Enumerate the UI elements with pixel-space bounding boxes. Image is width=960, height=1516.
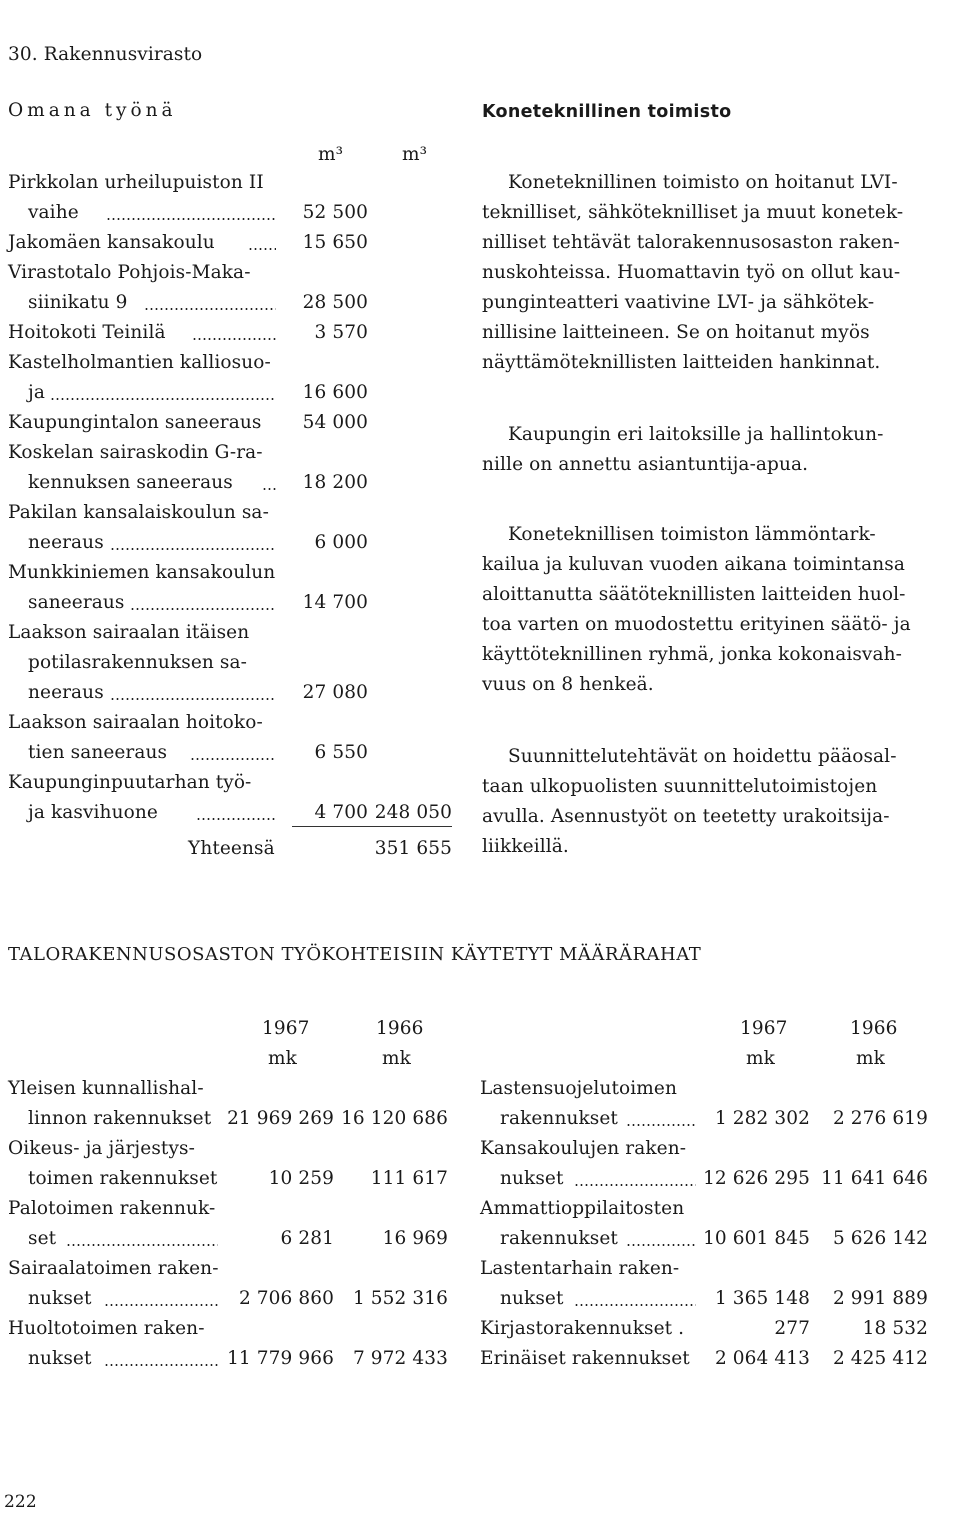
budget-value-1966: 2 276 619 xyxy=(832,1108,928,1129)
volume-value: 18 200 xyxy=(302,472,368,493)
unit-label: m³ xyxy=(318,144,344,165)
budget-line: rakennukset xyxy=(500,1228,618,1249)
work-line: neeraus xyxy=(28,682,104,703)
dot-leader xyxy=(574,1304,696,1306)
para-line: teknilliset, sähköteknilliset ja muut konetek- xyxy=(482,202,904,223)
volume-value: 4 700 xyxy=(314,802,368,823)
budget-line: nukset xyxy=(28,1348,92,1369)
budget-line: Palotoimen rakennuk- xyxy=(8,1198,216,1219)
para-line: nilliset tehtävät talorakennusosaston raken- xyxy=(482,232,900,253)
budget-value-1967: 2 706 860 xyxy=(238,1288,334,1309)
budget-value-1967: 1 365 148 xyxy=(714,1288,810,1309)
budget-line: nukset xyxy=(500,1168,564,1189)
para-line: kailua ja kuluvan vuoden aikana toimintansa xyxy=(482,554,905,575)
work-line: vaihe xyxy=(28,202,79,223)
budget-value-1966: 1 552 316 xyxy=(352,1288,448,1309)
dot-leader xyxy=(574,1184,696,1186)
year-header: 1967 xyxy=(262,1018,310,1039)
para-line: nuskohteissa. Huomattavin työ on ollut kau- xyxy=(482,262,901,283)
para-line: avulla. Asennustyöt on teetetty urakoitsija- xyxy=(482,806,890,827)
dot-leader xyxy=(196,818,276,820)
budget-value-1967: 2 064 413 xyxy=(714,1348,810,1369)
budget-value-1966: 5 626 142 xyxy=(832,1228,928,1249)
dot-leader xyxy=(110,698,276,700)
work-line: Pakilan kansalaiskoulun sa- xyxy=(8,502,269,523)
budget-value-1966: 18 532 xyxy=(862,1318,928,1339)
budget-value-1967: 10 601 845 xyxy=(703,1228,810,1249)
para-line: toa varten on muodostettu erityinen säätö- ja xyxy=(482,614,911,635)
year-header: 1966 xyxy=(850,1018,898,1039)
unit-header: mk xyxy=(856,1048,885,1069)
volume-subtotal: 248 050 xyxy=(374,802,452,823)
dot-leader xyxy=(130,608,276,610)
budget-line: Oikeus- ja järjestys- xyxy=(8,1138,195,1159)
work-line: Kaupunginpuutarhan työ- xyxy=(8,772,252,793)
budget-title: TALORAKENNUSOSASTON TYÖKOHTEISIIN KÄYTETYT MÄÄRÄRAHAT xyxy=(8,944,702,965)
dot-leader xyxy=(190,758,276,760)
volume-value: 6 550 xyxy=(314,742,368,763)
budget-line: linnon rakennukset xyxy=(28,1108,212,1129)
budget-line: Erinäiset rakennukset xyxy=(480,1348,690,1369)
budget-line: Kansakoulujen raken- xyxy=(480,1138,687,1159)
work-line: Pirkkolan urheilupuiston II xyxy=(8,172,264,193)
volume-value: 28 500 xyxy=(302,292,368,313)
budget-value-1966: 16 120 686 xyxy=(341,1108,448,1129)
para-line: nillisine laitteineen. Se on hoitanut myös xyxy=(482,322,870,343)
budget-value-1966: 2 991 889 xyxy=(832,1288,928,1309)
unit-header: mk xyxy=(746,1048,775,1069)
year-header: 1966 xyxy=(376,1018,424,1039)
dot-leader xyxy=(66,1244,218,1246)
para-line: näyttämöteknillisten laitteiden hankinnat. xyxy=(482,352,881,373)
work-line: Kastelholmantien kalliosuo- xyxy=(8,352,271,373)
volume-value: 3 570 xyxy=(314,322,368,343)
section-heading: Koneteknillinen toimisto xyxy=(482,102,732,122)
own-work-title: Omana työnä xyxy=(8,100,177,121)
budget-line: Kirjastorakennukset . xyxy=(480,1318,685,1339)
work-line: kennuksen saneeraus xyxy=(28,472,233,493)
work-line: Laakson sairaalan hoitoko- xyxy=(8,712,263,733)
volume-value: 6 000 xyxy=(314,532,368,553)
budget-line: toimen rakennukset xyxy=(28,1168,218,1189)
budget-line: Ammattioppilaitosten xyxy=(480,1198,685,1219)
para-line: Suunnittelutehtävät on hoidettu pääosal- xyxy=(508,746,897,767)
budget-value-1966: 11 641 646 xyxy=(821,1168,928,1189)
work-line: Koskelan sairaskodin G-ra- xyxy=(8,442,263,463)
budget-line: nukset xyxy=(28,1288,92,1309)
dot-leader xyxy=(104,1364,218,1366)
work-line: potilasrakennuksen sa- xyxy=(28,652,247,673)
work-line: Jakomäen kansakoulu xyxy=(8,232,215,253)
para-line: punginteatteri vaativine LVI- ja sähkötek- xyxy=(482,292,875,313)
section-header: 30. Rakennusvirasto xyxy=(8,44,203,65)
dot-leader xyxy=(104,1304,218,1306)
unit-label: m³ xyxy=(402,144,428,165)
dot-leader xyxy=(144,308,276,310)
volume-value: 27 080 xyxy=(302,682,368,703)
work-line: Hoitokoti Teinilä xyxy=(8,322,166,343)
budget-value-1967: 10 259 xyxy=(268,1168,334,1189)
budget-line: Huoltotoimen raken- xyxy=(8,1318,205,1339)
budget-value-1966: 111 617 xyxy=(370,1168,448,1189)
budget-line: Sairaalatoimen raken- xyxy=(8,1258,219,1279)
volume-value: 15 650 xyxy=(302,232,368,253)
para-line: käyttöteknillinen ryhmä, jonka kokonaisvah- xyxy=(482,644,902,665)
work-line: neeraus xyxy=(28,532,104,553)
sum-rule xyxy=(292,826,452,827)
budget-value-1967: 12 626 295 xyxy=(703,1168,810,1189)
volume-value: 16 600 xyxy=(302,382,368,403)
dot-leader xyxy=(106,218,276,220)
budget-value-1966: 2 425 412 xyxy=(832,1348,928,1369)
dot-leader xyxy=(50,398,276,400)
work-line: Virastotalo Pohjois-Maka- xyxy=(8,262,251,283)
budget-line: Lastensuojelutoimen xyxy=(480,1078,677,1099)
budget-value-1967: 6 281 xyxy=(280,1228,334,1249)
dot-leader xyxy=(110,548,276,550)
budget-value-1967: 277 xyxy=(774,1318,810,1339)
volume-value: 52 500 xyxy=(302,202,368,223)
para-line: vuus on 8 henkeä. xyxy=(482,674,654,695)
work-line: Munkkiniemen kansakoulun xyxy=(8,562,276,583)
dot-leader xyxy=(248,248,276,250)
year-header: 1967 xyxy=(740,1018,788,1039)
budget-line: nukset xyxy=(500,1288,564,1309)
budget-line: rakennukset xyxy=(500,1108,618,1129)
volume-value: 14 700 xyxy=(302,592,368,613)
budget-value-1966: 7 972 433 xyxy=(352,1348,448,1369)
para-line: Kaupungin eri laitoksille ja hallintokun- xyxy=(508,424,884,445)
work-line: ja xyxy=(28,382,45,403)
work-line: saneeraus xyxy=(28,592,125,613)
work-line: Laakson sairaalan itäisen xyxy=(8,622,250,643)
budget-value-1967: 11 779 966 xyxy=(227,1348,334,1369)
budget-line: Yleisen kunnallishal- xyxy=(8,1078,204,1099)
unit-header: mk xyxy=(268,1048,297,1069)
work-line: Kaupungintalon saneeraus xyxy=(8,412,262,433)
volume-value: 54 000 xyxy=(302,412,368,433)
para-line: taan ulkopuolisten suunnittelutoimistojen xyxy=(482,776,878,797)
budget-value-1966: 16 969 xyxy=(382,1228,448,1249)
budget-line: Lastentarhain raken- xyxy=(480,1258,680,1279)
budget-value-1967: 1 282 302 xyxy=(714,1108,810,1129)
dot-leader xyxy=(262,488,276,490)
volume-total: 351 655 xyxy=(374,838,452,859)
para-line: Koneteknillisen toimiston lämmöntark- xyxy=(508,524,876,545)
work-line: tien saneeraus xyxy=(28,742,168,763)
para-line: liikkeillä. xyxy=(482,836,569,857)
unit-header: mk xyxy=(382,1048,411,1069)
work-line: siinikatu 9 xyxy=(28,292,128,313)
budget-line: set xyxy=(28,1228,57,1249)
dot-leader xyxy=(626,1244,696,1246)
para-line: Koneteknillinen toimisto on hoitanut LVI- xyxy=(508,172,898,193)
total-label: Yhteensä xyxy=(188,838,275,859)
dot-leader xyxy=(192,338,276,340)
para-line: aloittanutta säätöteknillisten laitteiden huol- xyxy=(482,584,906,605)
page-number: 222 xyxy=(4,1492,37,1512)
budget-value-1967: 21 969 269 xyxy=(227,1108,334,1129)
para-line: nille on annettu asiantuntija-apua. xyxy=(482,454,809,475)
dot-leader xyxy=(626,1124,696,1126)
work-line: ja kasvihuone xyxy=(28,802,158,823)
